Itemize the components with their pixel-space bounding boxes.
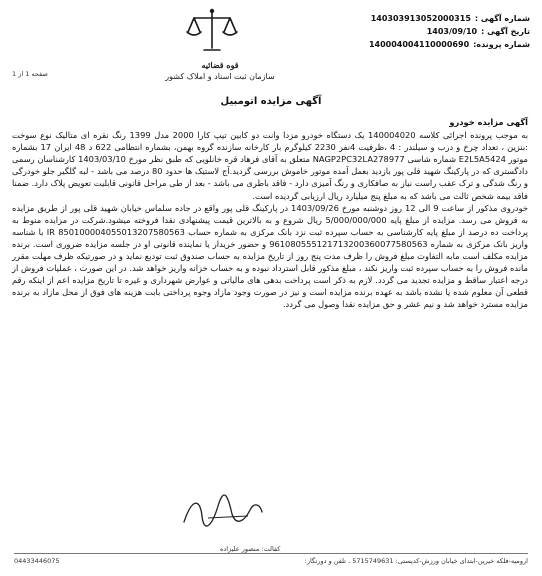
case-number-label: شماره پرونده: [473,40,530,49]
notice-number-row [300,12,530,25]
footer [14,557,528,565]
scales-of-justice-emblem-icon [182,6,242,58]
organization-name [150,60,290,82]
footer-address: ارومیه-فلکه خیرین-ابتدای خیابان ورزش-کدپستی: 5715749631 ، تلفن و دورنگار: [304,557,528,565]
notice-date-label: تاریخ آگهی : [481,27,530,36]
notice-date: 1403/09/10 [426,27,478,36]
org-line-1: قوه قضائیه [201,60,239,70]
handwritten-signature-icon [178,492,268,532]
notice-number: 140303913052000315 [370,14,471,23]
notice-intro: آگهی مزایده خودرو [449,117,528,127]
org-line-2: سازمان ثبت اسناد و املاک کشور [165,72,275,81]
notice-body [12,116,528,311]
notice-title: آگهی مزایده اتومبیل [220,96,322,107]
notice-date-row [300,25,530,38]
footer-phone: 04433446075 [14,557,60,565]
case-number: 140004004110000690 [368,40,470,49]
notice-paragraph-2: خودروی مذکور از ساعت 9 الی 12 روز دوشنبه مورخ 1403/09/26 در پارکینگ قلی پور واقع در جاده سلماس خیابان شهید قلی پور از طریق مزایده به فروش می رسد. مزایده از مبلغ پایه 5/000/000/000 ریال شروع و به بالاترین قیمت پیشنهادی نقدا فروخته میشود.شرکت در مزایده منوط به پرداخت ده درصد از مبلغ پایه کارشناسی به حساب سپرده ثبت نزد بانک مرکزی به شماره حساب IR 850100004055013207580563 با شناسه واریز بانک مرکزی به شماره 961080555121713200360077580563 و حضور خریدار یا نماینده قانونی او در جلسه مزایده ضروری است. برنده مزایده مکلف است مابه التفاوت مبلغ فروش را ظرف مدت پنج روز از تاریخ مزایده به حساب صندوق ثبت تودیع نماید و در صورتیکه ظرف مهلت مقرر مانده فروش را به حساب سپرده ثبت واریز نکند ، مبلغ مذکور قابل استرداد نبوده و به حساب خزانه واریز خواهد شد. در این صورت ، عملیات فروش از درجه اعتبار ساقط و مزایده تجدید می گردد. لازم به ذکر است پرداخت بدهی های مالیاتی و عوارض شهرداری و غیره تا تاریخ مزایده اعم از اینکه رقم قطعی آن معلوم شده یا نشده باشد به عهده برنده مزایده است و نیز در صورت وجود مازاد وجوه پرداختی بابت هزینه های فوق از محل مازاد به برنده مزایده مسترد خواهد شد و نیم عشر و حق مزایده نقدا وصول می گردد. [12,202,528,310]
footer-divider [14,553,528,554]
notice-paragraph-1: به موجب پرونده اجرائی کلاسه 140004020 یک دستگاه خودرو مزدا وانت دو کابین تیپ کارا 2000 مدل 1399 رنگ نقره ای متالیک نوع سوخت :بنزین ، تعداد چرخ و درب و سیلندر : 4 ،ظرفیت 4نفر 2230 کیلوگرم بار کارخانه سازنده گروه بهمن، بشماره انتظامی 622 د 48 ایران 17 بشماره موتور E2L5A5424 شماره شاسی NAGP2PC32LA278977 متعلق به آقای فرهاد قره خانلویی که طبق نظر مورخ 1403/03/10 کارشناسان رسمی دادگستری که در پارکینگ شهید قلی پور بازدید بعمل آمده موتور خاموش بررسی گردید.آج لاستیک ها حدود 80 درصد می باشد - لبه گلگیر جلو خودرگی و رنگ شدگی و ترک عقب راست نیاز به صافکاری و رنگ آمیزی دارد - فاقد باطری می باشد - بعد از طی مراحل قانونی قابلیت تعویض پلاک دارد. ضمنا فاقد بیمه شخص ثالث می باشد که به مبلغ پنج میلیارد ریال ارزیابی گردیده است. [12,130,528,201]
notice-number-label: شماره آگهی : [474,14,530,23]
page-indicator: صفحه 1 از 1 [12,70,48,78]
case-number-row [300,38,530,51]
signer-name: کفالت: منصور علیزاده [220,545,281,553]
notice-meta [300,12,530,51]
